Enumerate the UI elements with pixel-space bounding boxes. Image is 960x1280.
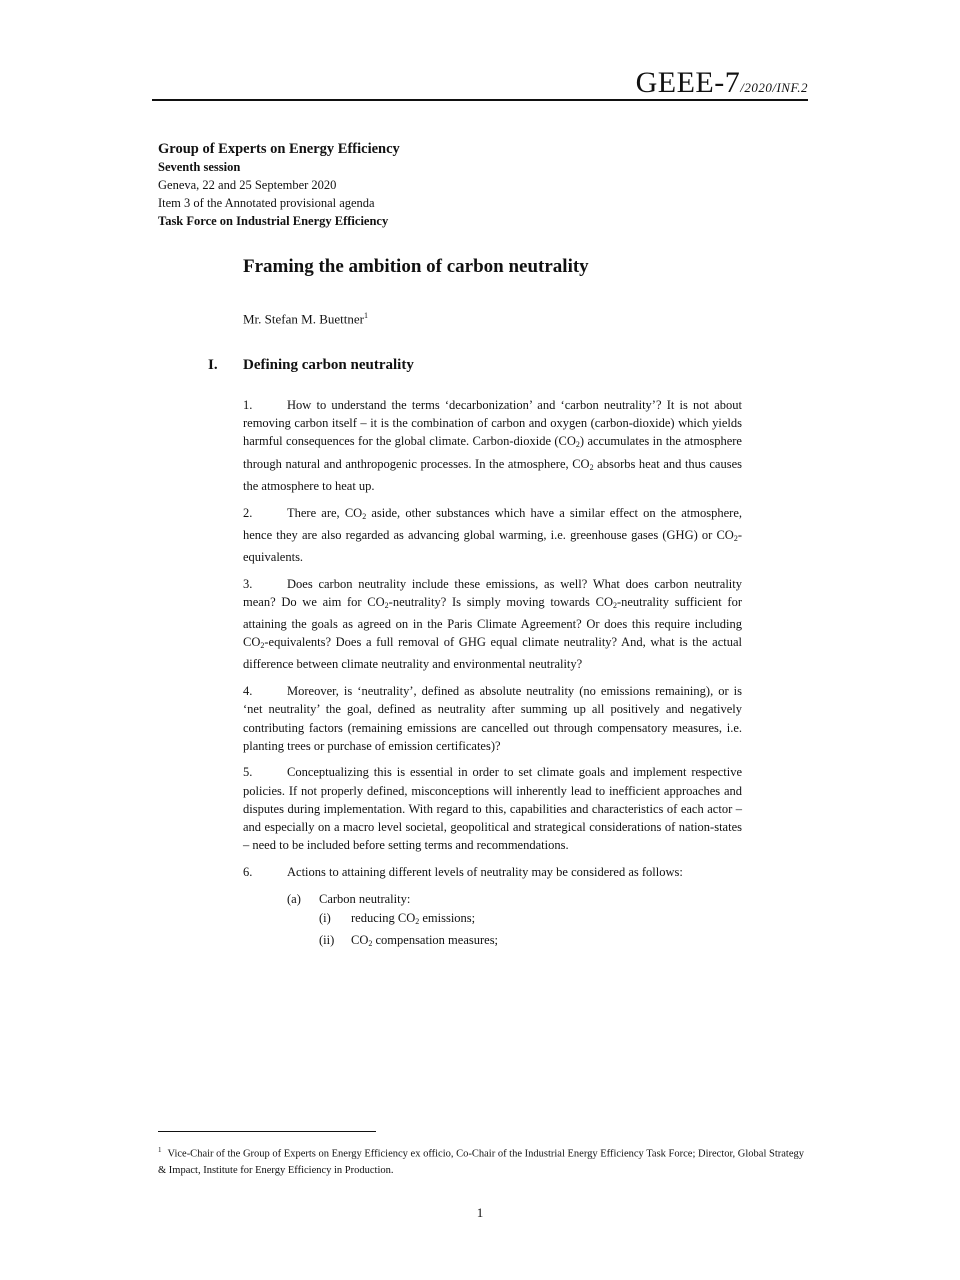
- subscript: 2: [589, 462, 594, 472]
- paragraph-number: 4.: [243, 684, 253, 699]
- list-label: (ii): [319, 932, 335, 947]
- author: [243, 311, 368, 327]
- paragraph-6: [243, 863, 742, 881]
- subscript: 2: [260, 641, 265, 651]
- paragraph-text: absorbs heat and thus causes the atmosphere to heat up.: [243, 456, 742, 493]
- paragraph-text: There are, CO: [287, 505, 363, 520]
- footnote-mark: 1: [158, 1146, 162, 1154]
- paragraph-text: Does carbon neutrality include these emissions, as well? What does carbon neutrality mean? Do we aim for CO: [243, 576, 742, 609]
- author-footnote-mark: 1: [363, 311, 368, 320]
- group-name: Group of Experts on Energy Efficiency: [158, 141, 400, 157]
- paragraph-1: [243, 396, 742, 495]
- subscript: 2: [575, 440, 580, 450]
- paragraph-number: 2.: [243, 505, 253, 520]
- paragraph-3: [243, 575, 742, 674]
- paragraph-text: aside, other substances which have a similar effect on the atmosphere, hence they are also regarded as advancing global warming, i.e. greenhouse gases (GHG) or CO: [243, 505, 742, 542]
- paragraph-number: 6.: [243, 864, 253, 879]
- list-text: CO: [351, 932, 369, 947]
- paragraph-number: 1.: [243, 398, 253, 412]
- subscript: 2: [384, 600, 389, 610]
- paragraph-text: Moreover, is ‘neutrality’, defined as absolute neutrality (no emissions remaining), or is ‘net neutrality’ the goal, defined as neutrality after summing up all positively and negatively contributing factors (remaining emissions are cancelled out through compensatory measures, i.e. planting trees or purchase of emission certificates)?: [243, 684, 742, 753]
- document-title: Framing the ambition of carbon neutrality: [243, 256, 589, 277]
- list-item-text: [351, 931, 498, 953]
- paragraph-text: -equivalents? Does a full removal of GHG equal climate neutrality? And, what is the actual difference between climate neutrality and environmental neutrality?: [243, 635, 742, 672]
- paragraph-5: [243, 763, 742, 854]
- subscript: 2: [733, 533, 738, 543]
- paragraph-number: 5.: [243, 765, 253, 780]
- paragraph-text: -neutrality sufficient for attaining the goals as agreed on in the Paris Climate Agreement? Or does this require including CO: [243, 594, 742, 650]
- list-item: [319, 909, 742, 931]
- footnote: [158, 1142, 808, 1179]
- paragraph-text: Conceptualizing this is essential in order to set climate goals and implement respective policies. If not properly defined, misconceptions will inherently lead to inefficient approaches and disputes during implementation. With regard to this, capabilities and characteristics of each actor – and especially on a macro level societal, geopolitical and strategical considerations of nation-states – need to be included before setting terms and recommendations.: [243, 765, 742, 853]
- document-symbol: [636, 66, 808, 100]
- header-rule: [152, 99, 808, 101]
- list-label: (i): [319, 910, 331, 925]
- list-item-text: [351, 909, 475, 931]
- sub-list: [319, 909, 742, 953]
- task-force: Task Force on Industrial Energy Efficiency: [158, 214, 389, 228]
- document-symbol-sub: /2020/INF.2: [740, 80, 808, 95]
- paragraph-text: ) accumulates in the atmosphere through natural and anthropogenic processes. In the atmosphere, CO: [243, 434, 742, 471]
- section-heading: [208, 357, 414, 374]
- paragraph-text: How to understand the terms ‘decarbonization’ and ‘carbon neutrality’? It is not about removing carbon itself – it is the combination of carbon and oxygen (carbon-dioxide) which yields harmful consequences for the global climate. Carbon-dioxide (CO: [243, 398, 742, 449]
- session: Seventh session: [158, 160, 241, 174]
- document-symbol-main: GEEE-7: [635, 66, 741, 99]
- paragraph-text: -equivalents.: [243, 527, 742, 564]
- section-number: I.: [208, 357, 218, 373]
- list-label: (a): [287, 891, 301, 906]
- author-name: Mr. Stefan M. Buettner: [243, 311, 364, 327]
- meeting-info: [158, 140, 400, 230]
- section-title: Defining carbon neutrality: [243, 357, 414, 373]
- page-number: 1: [476, 1205, 484, 1220]
- paragraph-2: [243, 504, 742, 567]
- footnote-text: Vice-Chair of the Group of Experts on Energy Efficiency ex officio, Co-Chair of the Industrial Energy Efficiency Task Force; Director, Global Strategy & Impact, Institute for Energy Efficiency in Production.: [158, 1148, 804, 1176]
- list-text: compensation measures;: [372, 932, 499, 947]
- agenda-item: Item 3 of the Annotated provisional agenda: [158, 196, 375, 210]
- subscript: 2: [612, 600, 617, 610]
- place-date: Geneva, 22 and 25 September 2020: [158, 178, 337, 192]
- body-text: [243, 396, 742, 953]
- paragraph-text: -neutrality? Is simply moving towards CO: [388, 594, 613, 609]
- subscript: 2: [415, 916, 420, 926]
- list-item: [319, 931, 742, 953]
- subscript: 2: [368, 938, 373, 948]
- list-text: reducing CO: [351, 910, 416, 925]
- paragraph-4: [243, 682, 742, 755]
- subscript: 2: [362, 511, 367, 521]
- paragraph-number: 3.: [243, 576, 253, 591]
- paragraph-text: Actions to attaining different levels of neutrality may be considered as follows:: [287, 864, 683, 879]
- list-text: emissions;: [419, 910, 476, 925]
- list-heading: Carbon neutrality:: [319, 891, 411, 906]
- list-item: [287, 890, 742, 909]
- footnote-rule: [158, 1131, 376, 1132]
- list-carbon-neutrality: [287, 890, 742, 953]
